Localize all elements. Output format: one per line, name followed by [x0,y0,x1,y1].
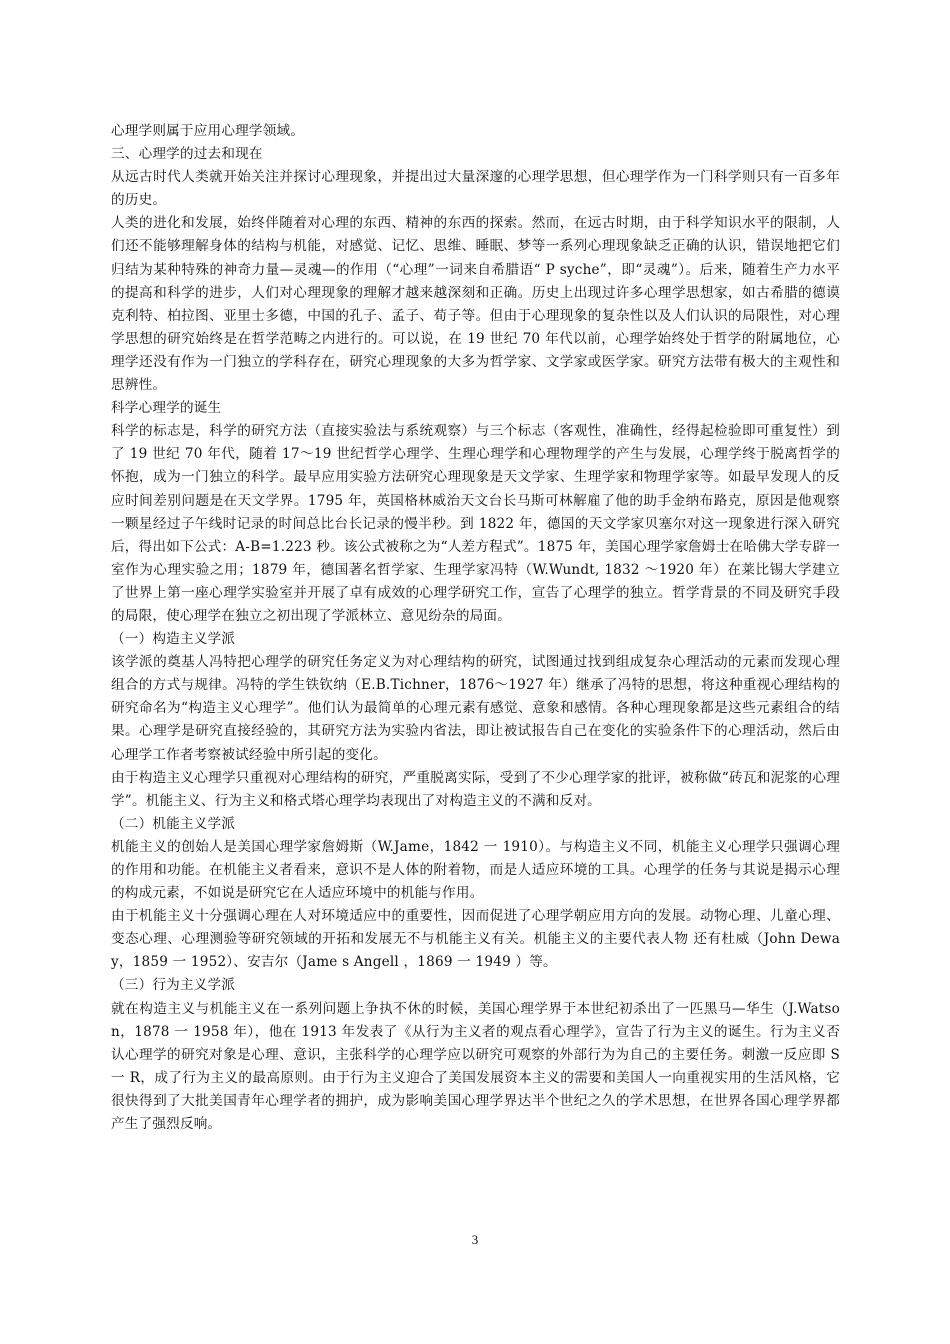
paragraph-scientific-birth: 科学的标志是，科学的研究方法（直接实验法与系统观察）与三个标志（客观性，准确性，经得起检验即可重复性）到了 19 世纪 70 年代，随着 17～19 世纪哲学心理学、生理心理学和心理物理学的产生与发展，心理学终于脱离哲学的怀抱，成为一门独立的科学。最早应用实验方法研究心理现象是天文学家、生理学家和物理学家等。如最早发现人的反应时间差别问题是在天文学界。1795 年，英国格林威治天文台长马斯可林解雇了他的助手金纳布路克，原因是他观察一颗星经过子午线时记录的时间总比台长记录的慢半秒。到 1822 年，德国的天文学家贝塞尔对这一现象进行深入研究后，得出如下公式：A-B=1.223 秒。该公式被称之为“人差方程式”。1875 年，美国心理学家詹姆士在哈佛大学专辟一室作为心理实验之用；1879 年，德国著名哲学家、生理学家冯特（W.Wundt, 1832 ～1920 年）在莱比锡大学建立了世界上第一座心理学实验室并开展了卓有成效的心理学研究工作，宣告了心理学的独立。哲学背景的不同及研究手段的局限，使心理学在独立之初出现了学派林立、意见纷杂的局面。 [111,423,840,624]
section-heading-scientific-birth: 科学心理学的诞生 [111,400,222,417]
page-number: 3 [471,1232,479,1247]
paragraph-behaviorism: 就在构造主义与机能主义在一系列问题上争执不休的时候，美国心理学界于本世纪初杀出了一匹黑马—华生（J.Watson，1878 一 1958 年），他在 1913 年发表了《从行为主义者的观点看心理学》，宣告了行为主义的诞生。行为主义否认心理学的研究对象是心理、意识，主张科学的心理学应以研究可观察的外部行为为自己的主要任务。刺激一反应即 S 一 R，成了行为主义的最高原则。由于行为主义迎合了美国发展资本主义的需要和美国人一向重视实用的生活风格，它很快得到了大批美国青年心理学者的拥护，成为影响美国心理学界达半个世纪之久的学术思想，在世界各国心理学界都产生了强烈反响。 [111,1000,840,1133]
paragraph-intro-tail: 心理学则属于应用心理学领域。 [111,123,305,139]
section-heading-functionalism: （二）机能主义学派 [111,815,236,832]
section-heading-behaviorism: （三）行为主义学派 [111,977,236,994]
paragraph-ancient-history: 从远古时代人类就开始关注并探讨心理现象，并提出过大量深邃的心理学思想，但心理学作为一门科学则只有一百多年的历史。 [111,169,840,209]
paragraph-functionalism: 机能主义的创始人是美国心理学家詹姆斯（W.Jame，1842 一 1910）。与构造主义不同，机能主义心理学只强调心理的作用和功能。在机能主义者看来，意识不是人体的附着物，而是人适应环境的工具。心理学的任务与其说是揭示心理的构成元素，不如说是研究它在人适应环境中的机能与作用。 [111,838,840,902]
paragraph-human-evolution: 人类的进化和发展，始终伴随着对心理的东西、精神的东西的探索。然而，在远古时期，由于科学知识水平的限制，人们还不能够理解身体的结构与机能，对感觉、记忆、思维、睡眠、梦等一系列心理现象缺乏正确的认识，错误地把它们归结为某种特殊的神奇力量—灵魂—的作用（“心理”一词来自希腊语“ P syche”，即“灵魂”）。后来，随着生产力水平的提高和科学的进步，人们对心理现象的理解才越来越深刻和正确。历史上出现过许多心理学思想家，如古希腊的德谟克利特、柏拉图、亚里士多德，中国的孔子、孟子、荀子等。但由于心理现象的复杂性以及人们认识的局限性，对心理学思想的研究始终是在哲学范畴之内进行的。可以说，在 19 世纪 70 年代以前，心理学始终处于哲学的附属地位，心理学还没有作为一门独立的学科存在，研究心理现象的大多为哲学家、文学家或医学家。研究方法带有极大的主观性和思辨性。 [111,215,840,394]
paragraph-functionalism-impact: 由于机能主义十分强调心理在人对环境适应中的重要性，因而促进了心理学朝应用方向的发展。动物心理、儿童心理、变态心理、心理测验等研究领域的开拓和发展无不与机能主义有关。机能主义的主要代表人物 还有杜威（John Deway，1859 一 1952）、安吉尔（Jame s Angell ，1869 一 1949 ）等。 [111,908,840,971]
paragraph-structuralism: 该学派的奠基人冯特把心理学的研究任务定义为对心理结构的研究，试图通过找到组成复杂心理活动的元素而发现心理组合的方式与规律。冯特的学生铁钦纳（E.B.Tichner，1876～1927 年）继承了冯特的思想，将这种重视心理结构的研究命名为“构造主义心理学”。他们认为最简单的心理元素有感觉、意象和感情。各种心理现象都是这些元素组合的结果。心理学是研究直接经验的，其研究方法为实验内省法，即让被试报告自己在变化的实验条件下的心理活动，然后由心理学工作者考察被试经验中所引起的变化。 [111,654,840,763]
paragraph-structuralism-critique: 由于构造主义心理学只重视对心理结构的研究，严重脱离实际，受到了不少心理学家的批评，被称做“砖瓦和泥浆的心理学”。机能主义、行为主义和格式塔心理学均表现出了对构造主义的不满和反对。 [111,769,840,809]
document-body [111,120,840,1136]
section-heading-past-present: 三、心理学的过去和现在 [111,146,263,163]
section-heading-structuralism: （一）构造主义学派 [111,631,236,648]
